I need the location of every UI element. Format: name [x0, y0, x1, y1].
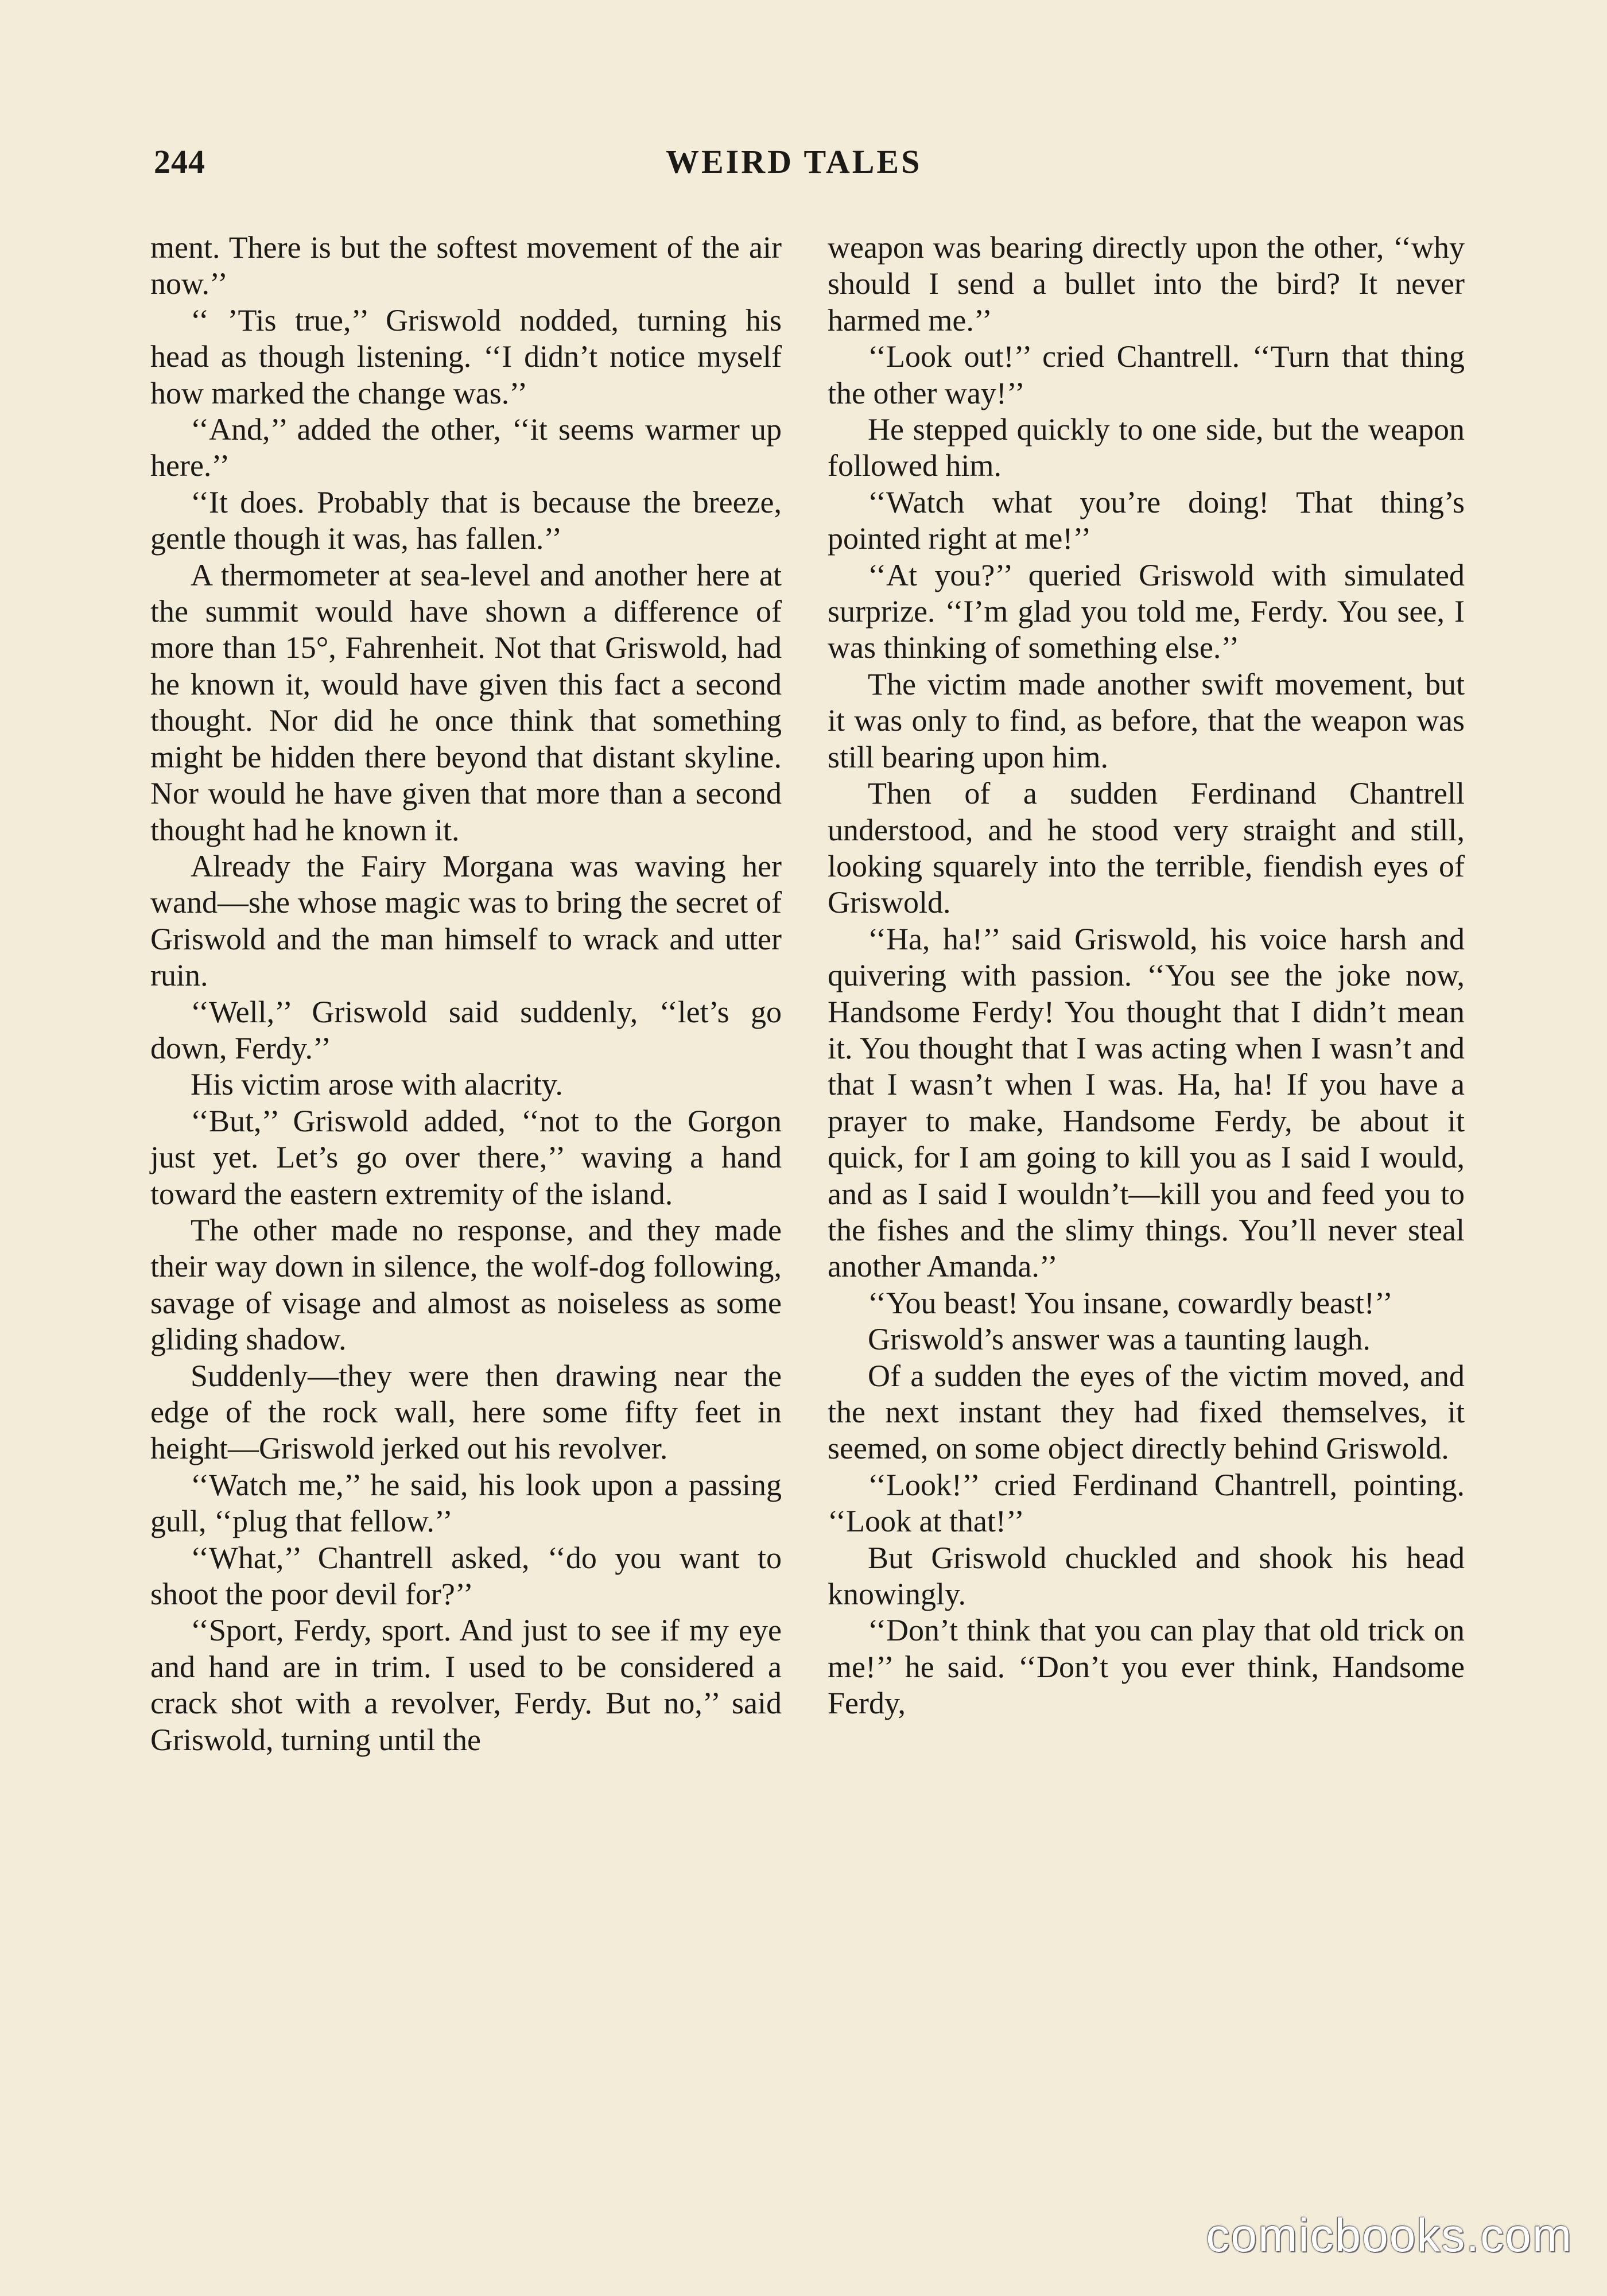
watermark: comicbooks.com: [1206, 2209, 1573, 2262]
paragraph: Griswold’s answer was a taunting laugh.: [868, 1322, 1371, 1357]
paragraph: ‘‘Watch what you’re doing! That thing’s pointed right at me!’’: [828, 484, 1465, 556]
paragraph: ‘‘Well,’’ Griswold said suddenly, ‘‘let’s go down, Ferdy.’’: [150, 994, 782, 1065]
paragraph: A thermometer at sea-level and another here at the summit would have shown a difference of more than 15°, Fahrenheit. Not that Griswold, had he known it, would have given this fact a second thought. Nor did he once think that something might be hidden there beyond that distant skyline. Nor would he have given that more than a second thought had he known it.: [150, 557, 782, 847]
paragraph: weapon was bearing directly upon the other, ‘‘why should I send a bullet into the bird? It never harmed me.’’: [828, 230, 1465, 338]
paragraph: ‘‘It does. Probably that is because the breeze, gentle though it was, has fallen.’’: [150, 484, 782, 556]
paragraph: Already the Fairy Morgana was waving her wand—she whose magic was to bring the secret of Griswold and the man himself to wrack and utter ruin.: [150, 848, 782, 993]
paragraph: ‘‘Look out!’’ cried Chantrell. ‘‘Turn that thing the other way!’’: [828, 339, 1465, 410]
paragraph: ‘‘What,’’ Chantrell asked, ‘‘do you want to shoot the poor devil for?’’: [150, 1540, 782, 1612]
running-title: WEIRD TALES: [666, 143, 922, 180]
paragraph: ‘‘You beast! You insane, cowardly beast!’’: [868, 1285, 1393, 1320]
paragraph: The victim made another swift movement, but it was only to find, as before, that the weapon was still bearing upon him.: [828, 666, 1465, 774]
paragraph: ‘‘Look!’’ cried Ferdinand Chantrell, pointing. ‘‘Look at that!’’: [828, 1467, 1465, 1539]
paragraph: ‘‘But,’’ Griswold added, ‘‘not to the Gorgon just yet. Let’s go over there,’’ waving a hand toward the eastern extremity of the island.: [150, 1103, 782, 1211]
paragraph: ment. There is but the softest movement of the air now.’’: [150, 230, 782, 301]
paragraph: Then of a sudden Ferdinand Chantrell understood, and he stood very straight and still, looking squarely into the terrible, fiendish eyes of Griswold.: [828, 776, 1465, 920]
paragraph: He stepped quickly to one side, but the weapon followed him.: [828, 412, 1465, 483]
paragraph: ‘‘Ha, ha!’’ said Griswold, his voice harsh and quivering with passion. ‘‘You see the joke now, Handsome Ferdy! You thought that I didn’t mean it. You thought that I was acting when I wasn’t and that I wasn’t when I was. Ha, ha! If you have a prayer to make, Handsome Ferdy, be about it quick, for I am going to kill you as I said I would, and as I said I wouldn’t—kill you and feed you to the fishes and the slimy things. You’ll never steal another Amanda.’’: [828, 921, 1465, 1284]
page-header: [154, 142, 957, 188]
paragraph: But Griswold chuckled and shook his head knowingly.: [828, 1540, 1465, 1612]
paragraph: Suddenly—they were then drawing near the edge of the rock wall, here some fifty feet in height—Griswold jerked out his revolver.: [150, 1358, 782, 1466]
paragraph: His victim arose with alacrity.: [191, 1067, 563, 1102]
paragraph: ‘‘And,’’ added the other, ‘‘it seems warmer up here.’’: [150, 412, 782, 483]
paragraph: ‘‘Don’t think that you can play that old trick on me!’’ he said. ‘‘Don’t you ever think, Handsome Ferdy,: [828, 1613, 1465, 1721]
paragraph: ‘‘Sport, Ferdy, sport. And just to see if my eye and hand are in trim. I used to be considered a crack shot with a revolver, Ferdy. But no,’’ said Griswold, turning until the: [150, 1613, 782, 1757]
paragraph: ‘‘At you?’’ queried Griswold with simulated surprize. ‘‘I’m glad you told me, Ferdy. You see, I was thinking of something else.’’: [828, 557, 1465, 665]
paragraph: ‘‘ ’Tis true,’’ Griswold nodded, turning his head as though listening. ‘‘I didn’t notice myself how marked the change was.’’: [150, 302, 782, 410]
page-number: 244: [154, 143, 205, 180]
paragraph: Of a sudden the eyes of the victim moved, and the next instant they had fixed themselves, it seemed, on some object directly behind Griswold.: [828, 1358, 1465, 1466]
paragraph: ‘‘Watch me,’’ he said, his look upon a passing gull, ‘‘plug that fellow.’’: [150, 1467, 782, 1539]
right-column: [828, 230, 1465, 1722]
left-column: [150, 230, 782, 1758]
paragraph: The other made no response, and they made their way down in silence, the wolf-dog following, savage of visage and almost as noiseless as some gliding shadow.: [150, 1212, 782, 1357]
